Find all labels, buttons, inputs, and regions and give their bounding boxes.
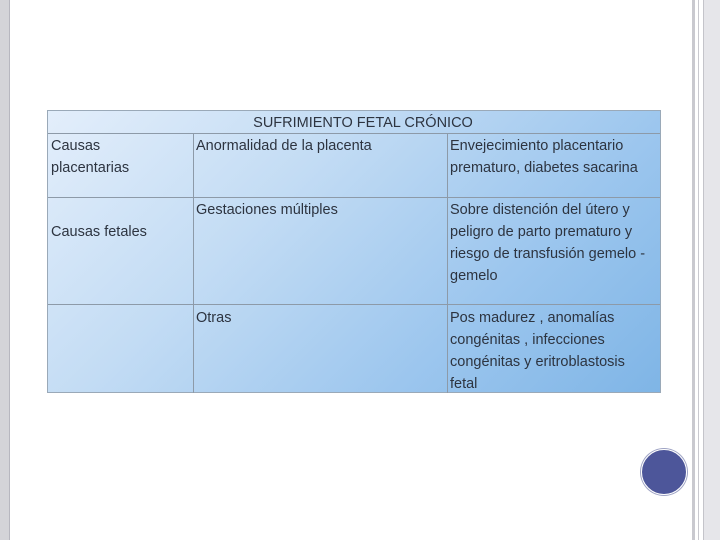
table-title: SUFRIMIENTO FETAL CRÓNICO [253, 115, 473, 131]
causes-table [47, 110, 661, 393]
row3-detail: Pos madurez , anomalías congénitas , infecciones congénitas y eritroblastosis fetal [450, 310, 625, 392]
column-divider-1 [193, 133, 194, 393]
row2-category: Causas fetales [51, 224, 147, 240]
slide-left-bar [0, 0, 10, 540]
row1-category: Causas placentarias [51, 138, 130, 176]
row3-cause: Otras [196, 310, 232, 326]
row1-cause: Anormalidad de la placenta [196, 138, 372, 154]
row-divider-2 [48, 304, 660, 305]
slide-right-stripe-thin [698, 0, 699, 540]
slide-right-band [703, 0, 720, 540]
row-divider-1 [48, 197, 660, 198]
slide-right-stripe [692, 0, 695, 540]
row2-cause: Gestaciones múltiples [196, 202, 338, 218]
slide-accent-circle [641, 449, 687, 495]
row1-detail: Envejecimiento placentario prematuro, diabetes sacarina [450, 138, 638, 176]
row2-detail: Sobre distención del útero y peligro de parto prematuro y riesgo de transfusión gemelo - gemelo [450, 202, 646, 284]
column-divider-2 [447, 133, 448, 393]
